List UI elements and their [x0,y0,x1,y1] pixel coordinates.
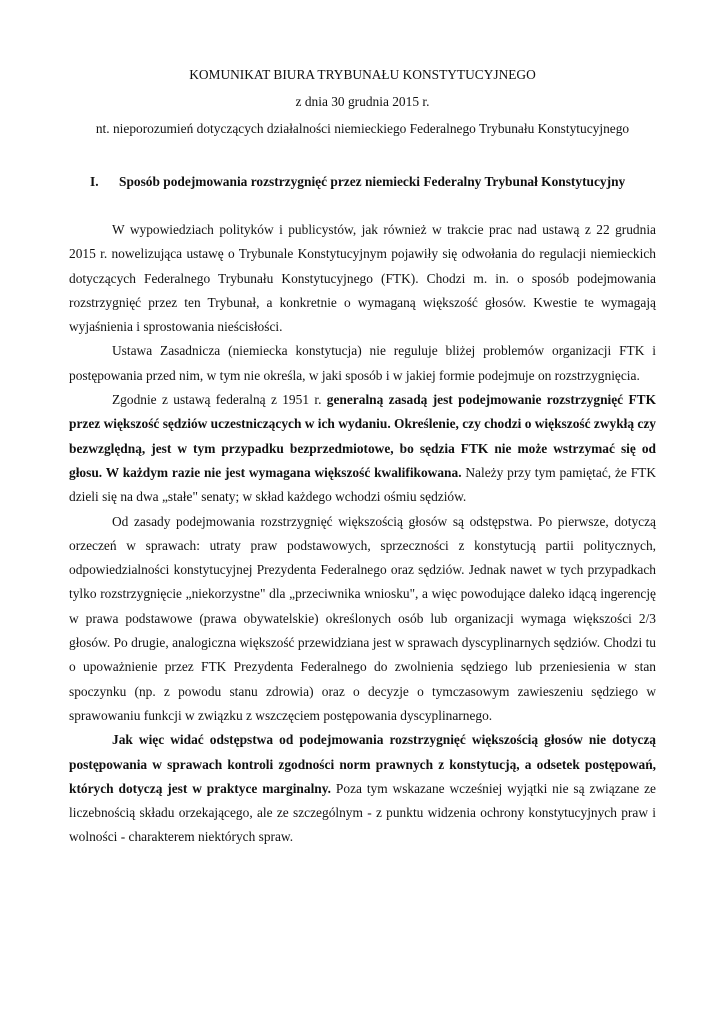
paragraph [69,388,656,509]
section-number: I. [90,174,99,189]
paragraph-text: Od zasady podejmowania rozstrzygnięć większością głosów są odstępstwa. Po pierwsze, dotyczą orzeczeń w sprawach: utraty praw podstawowych, sprzeczności z konstytucją partii politycznych, odpowiedzialności konstytucyjnej Prezydenta Federalnego oraz sędziów. Jednak nawet w tych przypadkach tylko rozstrzygnięcie „niekorzystne" dla „przeciwnika wniosku", a więc powodujące daleko idącą ingerencję w prawa podstawowe (prawa obywatelskie) określonych osób lub organizacji wymaga większości 2/3 głosów. Po drugie, analogiczna większość przewidziana jest w sprawach dyscyplinarnych sędziów. Chodzi tu o upoważnienie przez FTK Prezydenta Federalnego do zwolnienia sędziego lub przeniesienia w stan spoczynku (np. z powodu stanu zdrowia) oraz o decyzje o tymczasowym zawieszeniu sędziego w sprawowaniu funkcji w związku z wszczęciem postępowania dyscyplinarnego. [69,513,656,723]
paragraph-bold-text: Jak więc widać odstępstwa od podejmowania rozstrzygnięć większością głosów nie dotyczą postępowania w sprawach kontroli zgodności norm prawnych z konstytucją, a odsetek postępowań, których dotyczą jest w praktyce marginalny. [69,732,656,796]
document-date: z dnia 30 grudnia 2015 r. [295,94,430,109]
paragraph [69,510,656,729]
paragraph-text: W wypowiedziach polityków i publicystów, jak również w trakcie prac nad ustawą z 22 grudnia 2015 r. nowelizująca ustawę o Trybunale Konstytucyjnym pojawiły się odwołania do regulacji niemieckich dotyczących Federalnego Trybunału Konstytucyjnego (FTK). Chodzi m. in. o sposób podejmowania rozstrzygnięć przez ten Trybunał, a konkretnie o wymaganą większość głosów. Kwestie te wymagają wyjaśnienia i sprostowania nieścisłości. [69,222,656,335]
document-subject: nt. nieporozumień dotyczących działalności niemieckiego Federalnego Trybunału Konstytucyjnego [95,121,630,136]
body-text [69,218,656,850]
paragraph [69,218,656,339]
paragraph [69,728,656,849]
paragraph-text: Ustawa Zasadnicza (niemiecka konstytucja) nie reguluje bliżej problemów organizacji FTK i postępowania przed nim, w tym nie określa, w jaki sposób i w jakiej formie podejmuje on rozstrzygnięcia. [69,343,656,383]
paragraph-text: Należy przy tym pamiętać, że FTK dzieli się na dwa „stałe" senaty; w skład każdego wchodzi ośmiu sędziów. [69,464,656,505]
paragraph [69,339,656,388]
paragraph-bold-text: generalną zasadą jest podejmowanie rozstrzygnięć FTK przez większość sędziów uczestniczących w ich wydaniu. Określenie, czy chodzi o większość zwykłą czy bezwzględną, jest w tym przypadku bezprzedmiotowe, bo sędzia FTK nie może wstrzymać się od głosu. W każdym razie nie jest wymagana większość kwalifikowana. [69,392,656,480]
document-title: KOMUNIKAT BIURA TRYBUNAŁU KONSTYTUCYJNEGO [189,67,536,82]
section-title: Sposób podejmowania rozstrzygnięć przez niemiecki Federalny Trybunał Konstytucyjny [119,174,626,189]
paragraph-text: Zgodnie z ustawą federalną z 1951 r. [112,392,327,408]
paragraph-text: Poza tym wskazane wcześniej wyjątki nie są związane ze liczebnością składu orzekającego, ale ze szczególnym - z punktu widzenia ochrony konstytucyjnych praw i wolności - charakterem niektórych spraw. [69,780,657,845]
